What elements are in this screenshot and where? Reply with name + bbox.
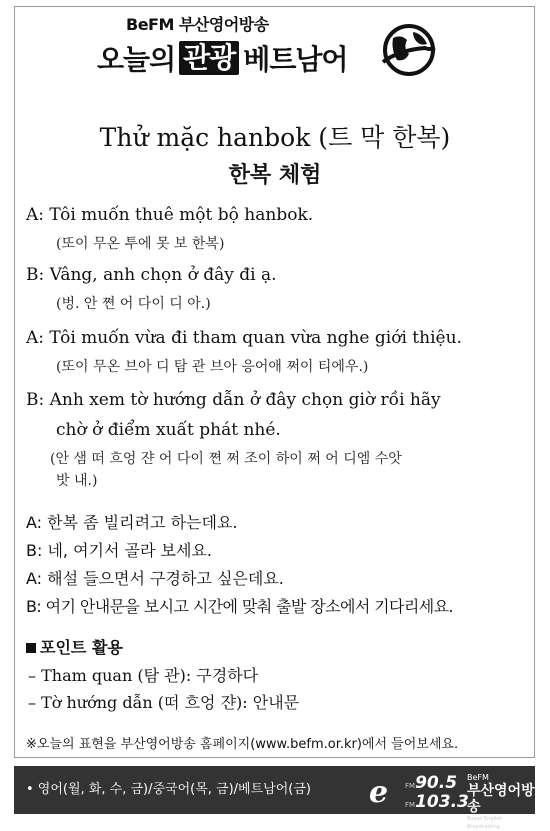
dialogue-line-2: B: Vâng, anh chọn ở đây đi ạ. bbox=[26, 265, 277, 285]
broadcast-schedule: • 영어(월, 화, 수, 금)/중국어(목, 금)/베트남어(금) bbox=[26, 782, 311, 797]
station-logo bbox=[369, 769, 535, 830]
freq-2: 103.3 bbox=[415, 792, 469, 812]
dialogue-line-4-cont: chờ ở điểm xuất phát nhé. bbox=[56, 420, 281, 440]
fm-label-2: FM bbox=[405, 801, 416, 809]
globe-icon bbox=[379, 20, 439, 80]
station-english: Busan English Broadcasting bbox=[467, 816, 503, 830]
dialogue-reading-4-cont: 밧 내.) bbox=[56, 473, 98, 489]
points-heading-text: 포인트 활용 bbox=[40, 638, 123, 657]
korean-line-3: A: 해설 들으면서 구경하고 싶은데요. bbox=[26, 569, 284, 588]
korean-line-4: B: 여기 안내문을 보시고 시간에 맞춰 출발 장소에서 기다리세요. bbox=[26, 597, 453, 616]
brand-boxed: 관광 bbox=[179, 41, 239, 75]
station-top: BeFM bbox=[467, 773, 489, 782]
freq-1: 90.5 bbox=[415, 773, 458, 793]
fm-label-1: FM bbox=[405, 782, 416, 790]
brand-pre: 오늘의 bbox=[97, 43, 176, 76]
program-logo bbox=[97, 12, 447, 92]
dialogue-reading-4: (안 샘 떠 흐엉 쟌 어 다이 쪈 쩌 조이 하이 쩌 어 디엠 수앗 bbox=[50, 451, 402, 467]
dialogue-line-3: A: Tôi muốn vừa đi tham quan vừa nghe giới thiệu. bbox=[26, 328, 462, 348]
lesson-subtitle: 한복 체험 bbox=[228, 163, 322, 188]
brand-title bbox=[97, 38, 347, 78]
frequencies bbox=[405, 775, 469, 813]
website-note: ※오늘의 표현을 부산영어방송 홈페이지(www.befm.or.kr)에서 들어보세요. bbox=[26, 737, 459, 752]
dialogue-reading-2: (벙. 안 쪈 어 다이 디 아.) bbox=[56, 296, 211, 312]
points-heading bbox=[26, 635, 123, 658]
korean-line-1: A: 한복 좀 빌리려고 하는데요. bbox=[26, 513, 238, 532]
dialogue-reading-1: (또이 무온 투에 못 보 한복) bbox=[56, 236, 225, 252]
square-bullet-icon bbox=[26, 643, 36, 653]
brand-post: 베트남어 bbox=[243, 43, 348, 76]
point-item-2: – Tờ hướng dẫn (떠 흐엉 쟌): 안내문 bbox=[28, 693, 300, 712]
e-logo: e bbox=[369, 775, 389, 810]
station-name-block bbox=[467, 773, 535, 831]
point-item-1: – Tham quan (탐 관): 구경하다 bbox=[28, 666, 259, 685]
korean-line-2: B: 네, 여기서 골라 보세요. bbox=[26, 541, 212, 560]
footer-bar bbox=[14, 766, 535, 830]
lesson-title: Thử mặc hanbok (트 막 한복) bbox=[99, 123, 451, 152]
station-name: 부산영어방송 bbox=[467, 783, 535, 815]
dialogue-line-1: A: Tôi muốn thuê một bộ hanbok. bbox=[26, 205, 314, 225]
dialogue-line-4: B: Anh xem tờ hướng dẫn ở đây chọn giờ rồi hãy bbox=[26, 390, 441, 410]
dialogue-reading-3: (또이 무온 브아 디 탐 관 브아 응어애 쩌이 티에우.) bbox=[56, 359, 369, 375]
brand-top: BeFM 부산영어방송 bbox=[126, 15, 269, 34]
